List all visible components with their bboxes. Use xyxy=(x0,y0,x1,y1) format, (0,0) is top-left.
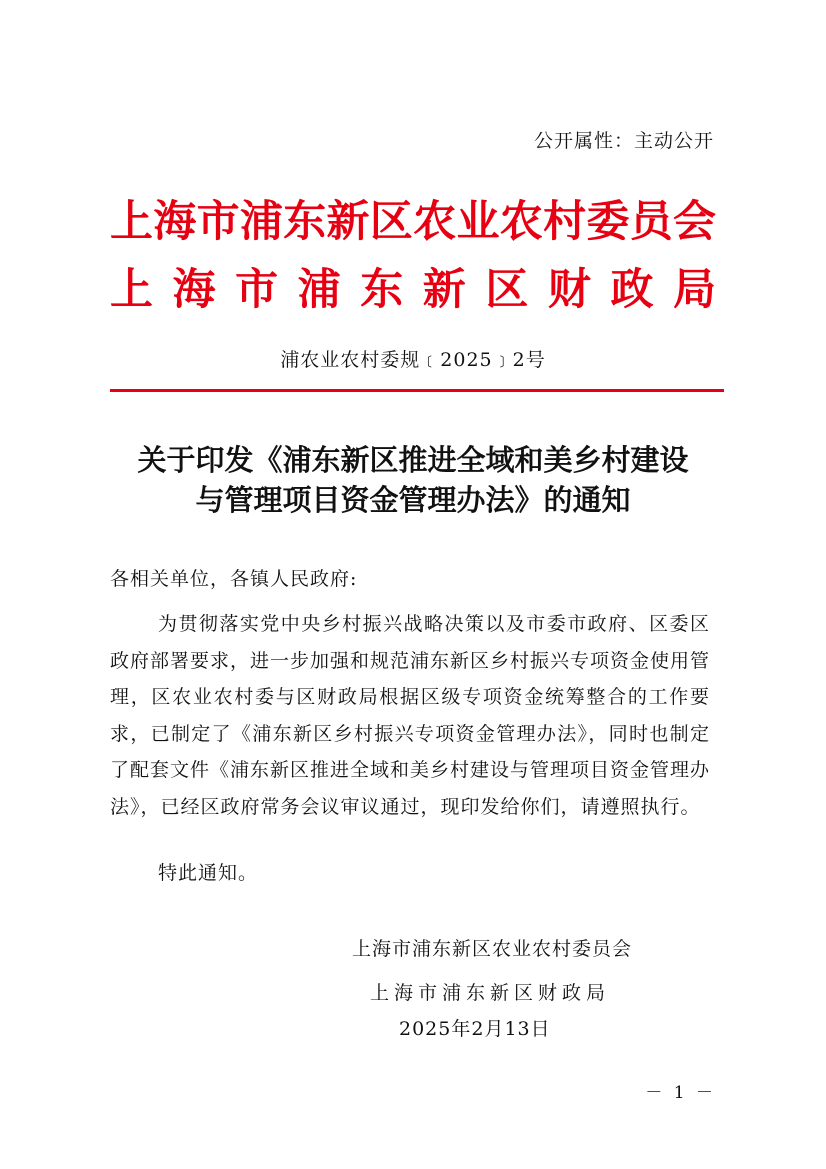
signature-org-finance-bureau: 上海市浦东新区财政局 xyxy=(370,982,611,1004)
signature-org-agriculture-committee: 上海市浦东新区农业农村委员会 xyxy=(352,938,633,960)
red-header-rule xyxy=(110,389,724,392)
document-title-line-2: 与管理项目资金管理办法》的通知 xyxy=(195,483,631,517)
page-number: － 1 － xyxy=(645,1083,716,1103)
disclosure-attribute: 公开属性：主动公开 xyxy=(533,130,714,152)
closing-line: 特此通知。 xyxy=(158,862,259,884)
issuer-name-finance-bureau: 上海市浦东新区财政局 xyxy=(110,265,716,315)
issuer-name-agriculture-committee: 上海市浦东新区农业农村委员会 xyxy=(110,197,716,247)
signature-date: 2025年2月13日 xyxy=(399,1018,551,1040)
salutation: 各相关单位，各镇人民政府: xyxy=(110,568,358,590)
document-number: 浦农业农村委规﹝2025﹞2号 xyxy=(280,349,546,371)
body-paragraph: 为贯彻落实党中央乡村振兴战略决策以及市委市政府、区委区政府部署要求，进一步加强和规范浦东新区乡村振兴专项资金使用管理，区农业农村委与区财政局根据区级专项资金统筹整合的工作要求，已制定了《浦东新区乡村振兴专项资金管理办法》，同时也制定了配套文件《浦东新区推进全域和美乡村建设与管理项目资金管理办法》，已经区政府常务会议审议通过，现印发给你们，请遵照执行。 xyxy=(110,613,711,818)
document-title-line-1: 关于印发《浦东新区推进全域和美乡村建设 xyxy=(137,443,689,477)
